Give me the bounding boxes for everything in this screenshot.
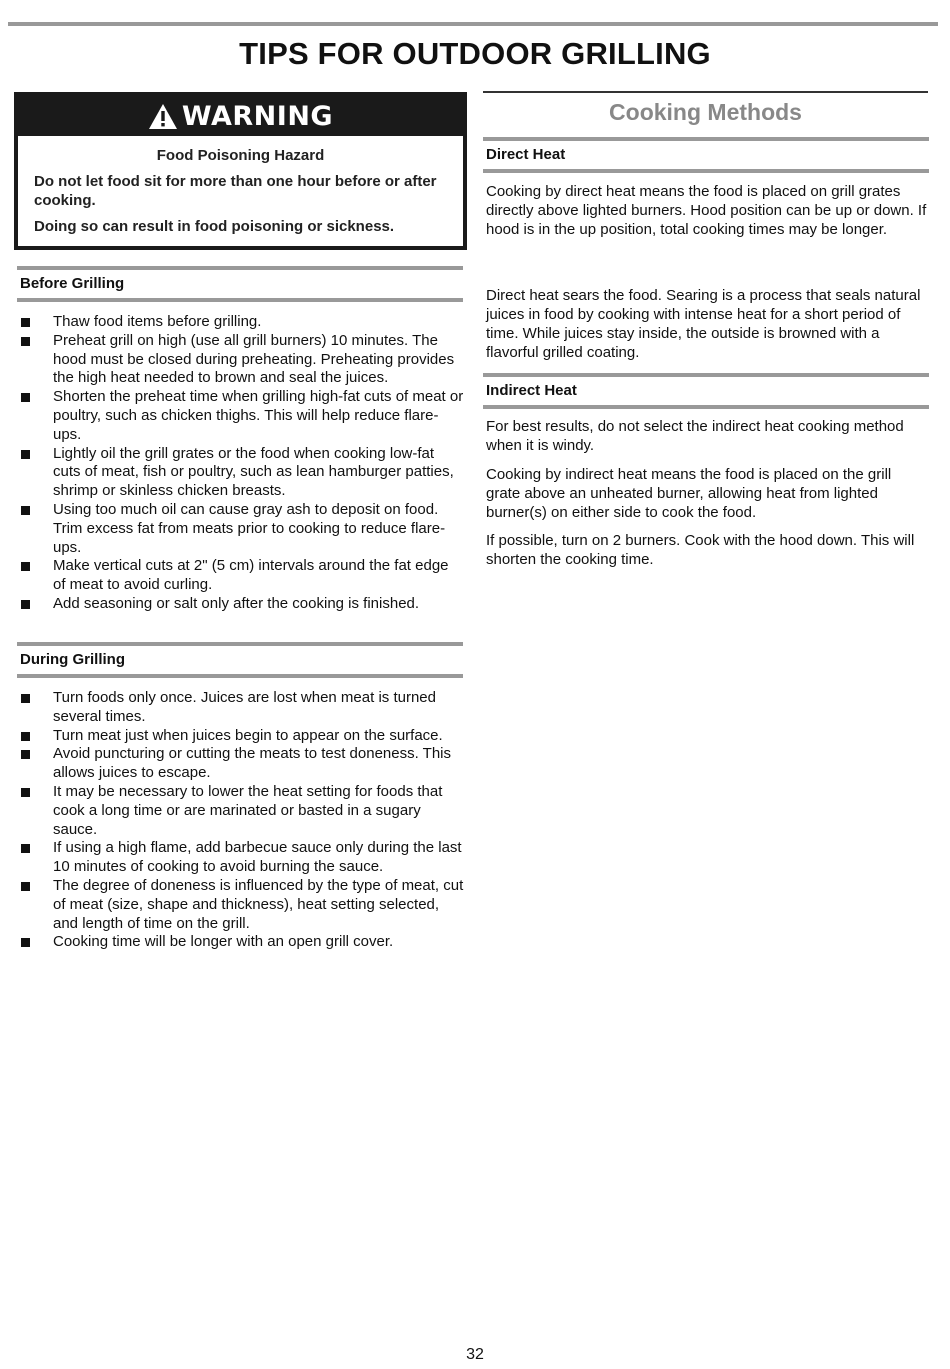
warning-body xyxy=(34,172,447,236)
list-item: Using too much oil can cause gray ash to deposit on food. Trim excess fat from meats prior to cooking to reduce flare-ups. xyxy=(19,501,465,557)
warning-header xyxy=(18,96,463,136)
cooking-methods-title: Cooking Methods xyxy=(609,99,802,125)
warning-label: WARNING xyxy=(181,100,334,132)
list-item: Add seasoning or salt only after the cooking is finished. xyxy=(19,595,465,614)
warning-box xyxy=(14,92,467,250)
list-item: Turn meat just when juices begin to appear on the surface. xyxy=(19,727,465,746)
before-grilling-heading: Before Grilling xyxy=(17,266,463,302)
warning-line: Doing so can result in food poisoning or sickness. xyxy=(34,218,395,235)
list-item: Cooking time will be longer with an open grill cover. xyxy=(19,933,465,952)
list-item: Make vertical cuts at 2" (5 cm) intervals around the fat edge of meat to avoid curling. xyxy=(19,557,465,595)
list-item: Lightly oil the grill grates or the food when cooking low-fat cuts of meat, fish or poultry, such as lean hamburger patties, shrimp or skinless chicken breasts. xyxy=(19,445,465,501)
list-item: It may be necessary to lower the heat setting for foods that cook a long time or are marinated or basted in a sugary sauce. xyxy=(19,783,465,839)
warning-line: Do not let food sit for more than one hour before or after cooking. xyxy=(34,173,437,209)
indirect-heat-paragraph: Cooking by indirect heat means the food is placed on the grill grate above an unheated burner, allowing heat from lighted burner(s) on either side to cook the food. xyxy=(486,466,892,521)
right-column-rule xyxy=(483,91,928,93)
indirect-heat-paragraph: For best results, do not select the indirect heat cooking method when it is windy. xyxy=(486,418,904,454)
list-item: Thaw food items before grilling. xyxy=(19,313,465,332)
warning-triangle-icon xyxy=(148,103,178,130)
direct-heat-paragraph: Direct heat sears the food. Searing is a process that seals natural juices in food by cooking with intense heat for a short period of time. While juices stay inside, the outside is browned with a flavorful grilled coating. xyxy=(486,287,921,361)
direct-heat-paragraph: Cooking by direct heat means the food is placed on grill grates directly above lighted burners. Hood position can be up or down. If hood is in the up position, total cooking times may be longer. xyxy=(486,183,927,238)
list-item: If using a high flame, add barbecue sauce only during the last 10 minutes of cooking to avoid burning the sauce. xyxy=(19,839,465,877)
page-title: TIPS FOR OUTDOOR GRILLING xyxy=(239,36,711,71)
during-grilling-list xyxy=(19,689,465,952)
list-item: Avoid puncturing or cutting the meats to test doneness. This allows juices to escape. xyxy=(19,745,465,783)
direct-heat-heading: Direct Heat xyxy=(483,137,929,173)
indirect-heat-paragraph: If possible, turn on 2 burners. Cook with the hood down. This will shorten the cooking time. xyxy=(486,532,915,568)
during-grilling-heading: During Grilling xyxy=(17,642,463,678)
list-item: Turn foods only once. Juices are lost when meat is turned several times. xyxy=(19,689,465,727)
before-grilling-list xyxy=(19,313,465,614)
list-item: Preheat grill on high (use all grill burners) 10 minutes. The hood must be closed during preheating. Preheating provides the high heat needed to brown and seal the juices. xyxy=(19,332,465,388)
warning-subtitle: Food Poisoning Hazard xyxy=(156,147,325,164)
list-item: The degree of doneness is influenced by the type of meat, cut of meat (size, shape and thickness), heat setting selected, and length of time on the grill. xyxy=(19,877,465,933)
top-rule xyxy=(8,22,938,26)
list-item: Shorten the preheat time when grilling high-fat cuts of meat or poultry, such as chicken thighs. This will help reduce flare-ups. xyxy=(19,388,465,444)
page-number: 32 xyxy=(466,1346,484,1363)
indirect-heat-heading: Indirect Heat xyxy=(483,373,929,409)
